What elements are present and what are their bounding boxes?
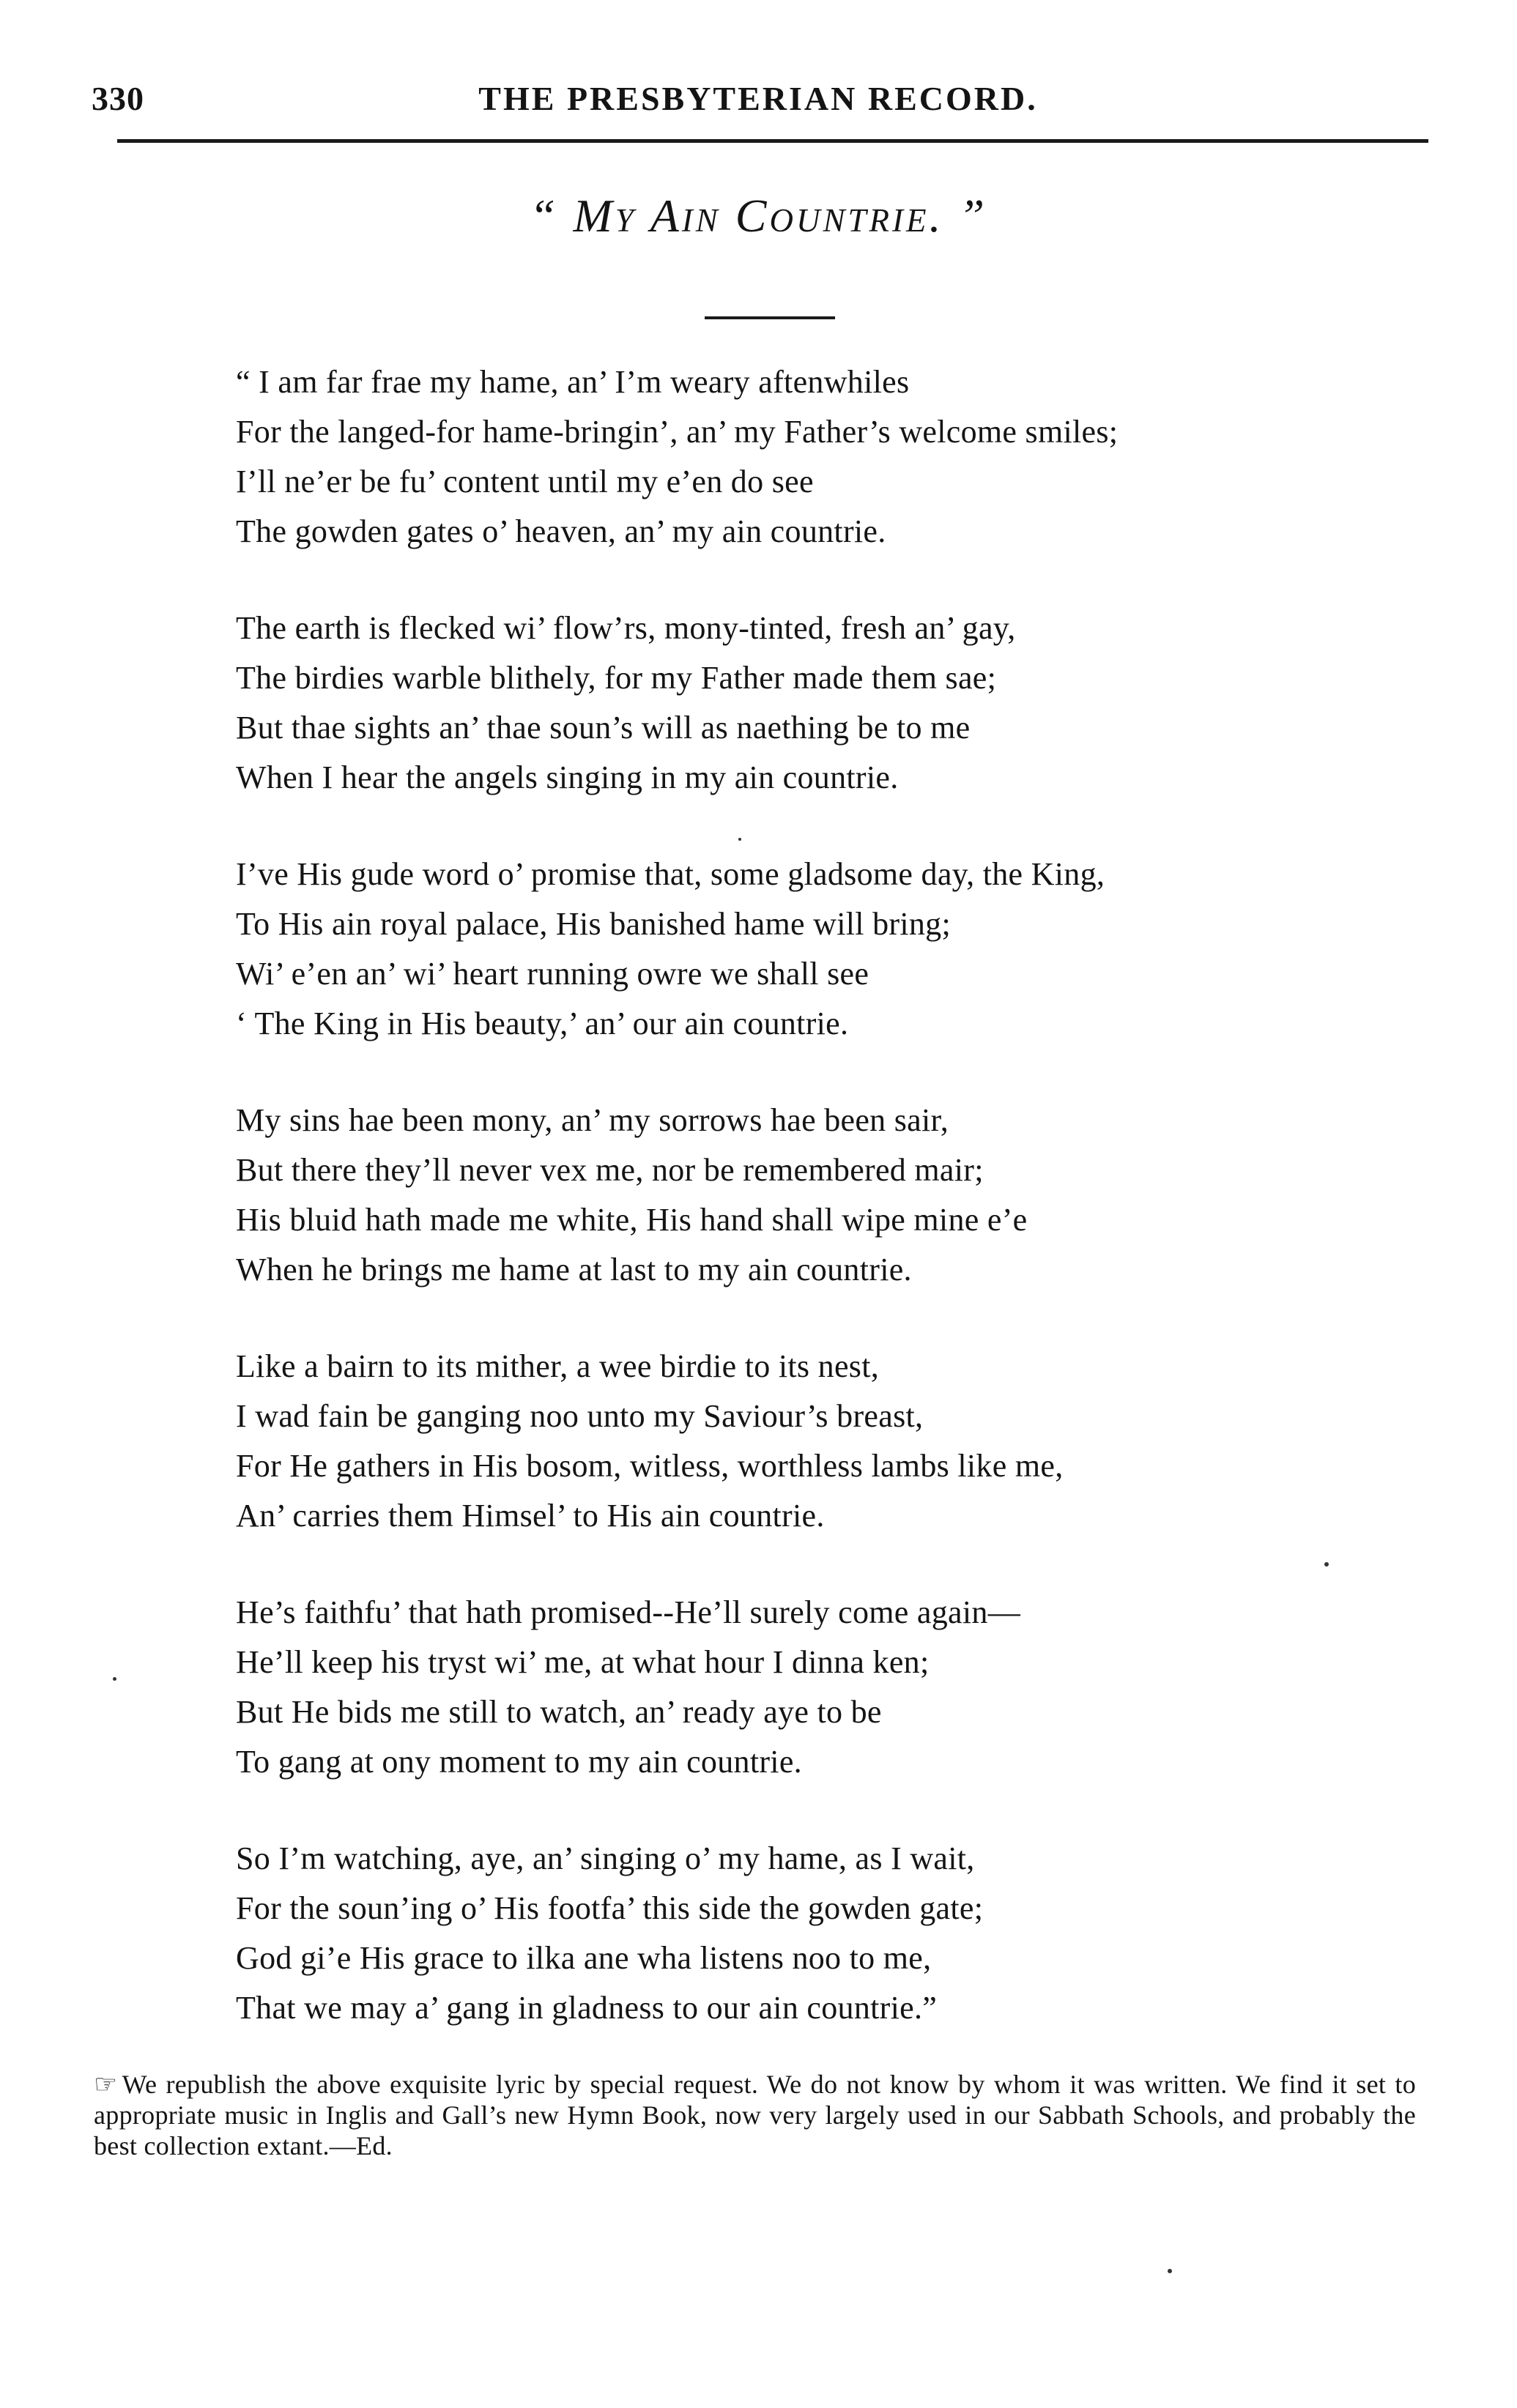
poem-line: I wad fain be ganging noo unto my Saviour’s breast, [236,1398,924,1434]
poem-line: His bluid hath made me white, His hand shall wipe mine e’e [236,1202,1028,1238]
title-divider [705,316,835,319]
stanza [236,603,1335,803]
poem-line: For He gathers in His bosom, witless, worthless lambs like me, [236,1448,1064,1484]
poem-line: The earth is flecked wi’ flow’rs, mony-tinted, fresh an’ gay, [236,610,1016,646]
poem-line: An’ carries them Himsel’ to His ain countrie. [236,1498,825,1534]
poem-line: So I’m watching, aye, an’ singing o’ my hame, as I wait, [236,1840,975,1876]
poem-line: He’ll keep his tryst wi’ me, at what hour I dinna ken; [236,1644,930,1680]
poem-line: The gowden gates o’ heaven, an’ my ain countrie. [236,513,886,549]
poem-line: I’ve His gude word o’ promise that, some gladsome day, the King, [236,856,1105,892]
poem-line: He’s faithfu’ that hath promised--He’ll surely come again— [236,1594,1021,1630]
stanza [236,850,1335,1049]
poem-line: But He bids me still to watch, an’ ready aye to be [236,1694,882,1730]
poem-line: For the langed-for hame-bringin’, an’ my Father’s welcome smiles; [236,414,1119,450]
poem-line: My sins hae been mony, an’ my sorrows hae been sair, [236,1102,949,1138]
poem-line: But there they’ll never vex me, nor be remembered mair; [236,1152,984,1188]
poem-line: I’ll ne’er be fu’ content until my e’en do see [236,464,814,499]
page-header [92,79,1425,126]
poem-line: Wi’ e’en an’ wi’ heart running owre we shall see [236,956,869,992]
print-speck [1168,2269,1172,2273]
poem-line: To His ain royal palace, His banished hame will bring; [236,906,951,942]
poem-line: For the soun’ing o’ His footfa’ this side the gowden gate; [236,1890,984,1926]
running-head: THE PRESBYTERIAN RECORD. [478,80,1038,117]
poem-line: Like a bairn to its mither, a wee birdie to its nest, [236,1348,880,1384]
print-speck [738,838,741,841]
poem-line: But thae sights an’ thae soun’s will as naething be to me [236,710,971,746]
poem-line: God gi’e His grace to ilka ane wha listens noo to me, [236,1940,932,1976]
poem-line: When I hear the angels singing in my ain countrie. [236,759,899,795]
pointing-hand-icon: ☞ [94,2070,118,2099]
stanza [236,357,1335,557]
stanza [236,1588,1335,1787]
poem-line: That we may a’ gang in gladness to our ain countrie.” [236,1990,938,2026]
poem-body [236,357,1335,2080]
poem-line: The birdies warble blithely, for my Father made them sae; [236,660,997,696]
page-number: 330 [92,80,144,117]
print-speck [113,1677,116,1681]
poem-line: “ I am far frae my hame, an’ I’m weary aftenwhiles [236,364,910,400]
stanza [236,1834,1335,2033]
poem-line: ‘ The King in His beauty,’ an’ our ain countrie. [236,1006,849,1041]
poem-title: “ My Ain Countrie. ” [529,190,988,242]
print-speck [1324,1562,1329,1567]
footnote-text: We republish the above exquisite lyric by special request. We do not know by whom it was written. We find it set to appropriate music in Inglis and Gall’s new Hymn Book, now very largely used in our Sabbath Schools, and probably the best collection extant.—Ed. [94,2070,1416,2160]
header-rule [117,139,1428,143]
poem-line: When he brings me hame at last to my ain countrie. [236,1252,912,1287]
stanza [236,1342,1335,1541]
editor-footnote [94,2069,1416,2161]
poem-line: To gang at ony moment to my ain countrie. [236,1744,802,1780]
stanza [236,1096,1335,1295]
